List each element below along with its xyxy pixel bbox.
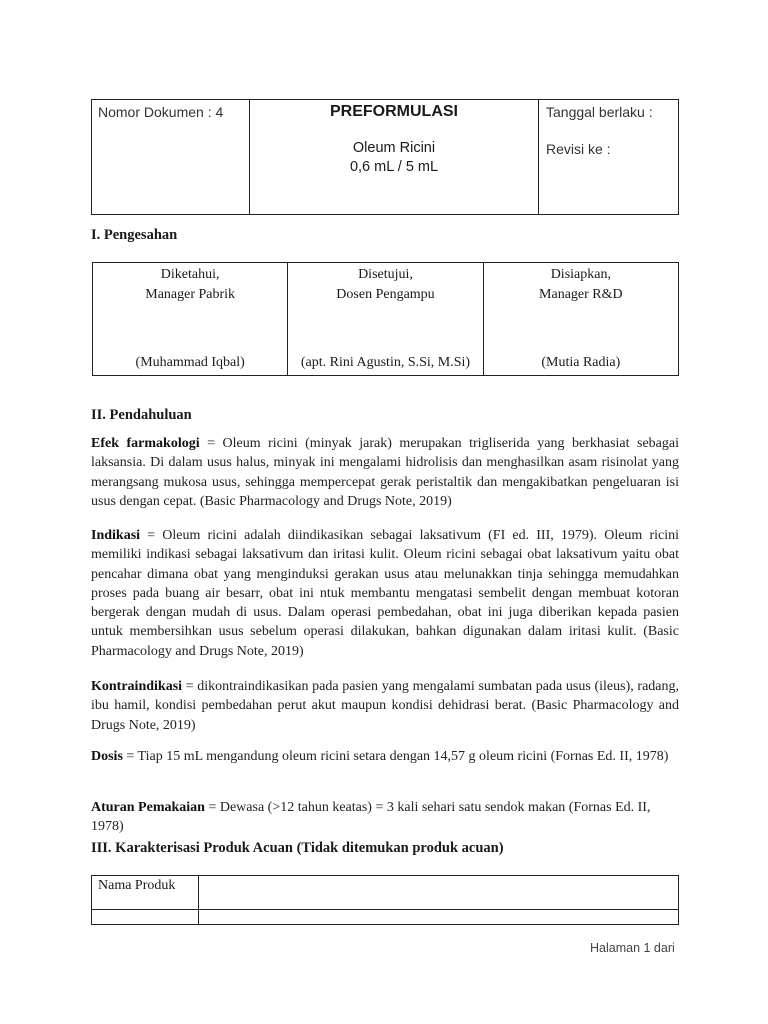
term-label: Kontraindikasi [91,679,183,694]
approval-role: Manager R&D [539,287,623,302]
paragraph-kontraindikasi [91,677,679,735]
section-heading-pendahuluan: II. Pendahuluan [91,407,192,423]
approval-status: Disetujui, [358,267,413,282]
approval-status: Diketahui, [160,267,220,282]
paragraph-dosis [91,747,681,766]
table-row [92,910,679,925]
term-label: Dosis [91,749,123,764]
approval-cell [288,263,483,376]
validity-cell [539,100,679,215]
term-text: = Tiap 15 mL mengandung oleum ricini setara dengan 14,57 g oleum ricini (Fornas Ed. II, 1978) [122,749,669,764]
section-heading-karakterisasi: III. Karakterisasi Produk Acuan (Tidak ditemukan produk acuan) [91,840,504,856]
approval-status: Disiapkan, [550,267,611,282]
term-label: Efek farmakologi [91,436,200,451]
approval-role: Dosen Pengampu [336,287,435,302]
reference-product-table [91,875,679,925]
approval-cell [483,263,678,376]
term-text: = Oleum ricini (minyak jarak) merupakan trigliserida yang berkhasiat sebagai laksansia. Di dalam usus halus, minyak ini mengalami hidrolisis dan menghasilkan asam risinolat yang merangsang mukosa usus, sehingga mempercepat gerak peristaltik dan mengakibatkan pengeluaran isi usus dengan cepat. (Basic Pharmacology and Drugs Note, 2019) [91,436,679,509]
title-cell [250,100,539,215]
paragraph-indikasi [91,526,679,661]
term-text: = Oleum ricini adalah diindikasikan sebagai laksativum (FI ed. III, 1979). Oleum ricini memiliki indikasi sebagai laksativum dan iritasi kulit. Oleum ricini sebagai obat laksativum yaitu obat pencahar dimana obat yang menginduksi gerakan usus atau melunakkan tinja sehingga memudahkan proses pada buang air besarr, obat ini ntuk membantu mengatasi sembelit dengan membuat kotoran bergerak dengan mudah di usus. Dalam operasi pembedahan, obat ini juga diberikan kepada pasien untuk membersihkan usus sebelum operasi dilakukan, bahkan digunakan dalam iritasi kulit. (Basic Pharmacology and Drugs Note, 2019) [91,528,679,659]
approval-table [92,262,679,376]
product-name: Oleum Ricini [352,140,436,156]
product-dose: 0,6 mL / 5 mL [349,159,439,175]
page-number: Halaman 1 dari [590,941,675,955]
valid-date: Tanggal berlaku : [546,104,653,120]
approval-cell [93,263,288,376]
empty-cell [199,910,679,925]
term-text: = dikontraindikasikan pada pasien yang mengalami sumbatan pada usus (ileus), radang, ibu hamil, kondisi pembedahan perut akut maupun kondisi dehidrasi berat. (Basic Pharmacology and Drugs Note, 2019) [91,679,679,733]
term-label: Indikasi [91,528,141,543]
approval-name: (Mutia Radia) [541,355,621,370]
term-text: = Dewasa (>12 tahun keatas) = 3 kali sehari satu sendok makan (Fornas Ed. II, 1978) [91,800,651,835]
table-row [92,876,679,910]
product-name-label: Nama Produk [92,876,199,910]
approval-role: Manager Pabrik [145,287,236,302]
term-label: Aturan Pemakaian [91,800,205,815]
product-name-value [199,876,679,910]
approval-name: (apt. Rini Agustin, S.Si, M.Si) [300,355,471,370]
document-header-table [91,99,679,215]
document-title: PREFORMULASI [330,103,458,120]
revision: Revisi ke : [546,141,611,157]
approval-name: (Muhammad Iqbal) [135,355,245,370]
paragraph-aturan-pemakaian [91,798,681,837]
paragraph-efek-farmakologi [91,434,679,511]
doc-number: Nomor Dokumen : 4 [98,104,224,120]
doc-number-cell [92,100,250,215]
section-heading-pengesahan: I. Pengesahan [91,227,178,243]
empty-cell [92,910,199,925]
